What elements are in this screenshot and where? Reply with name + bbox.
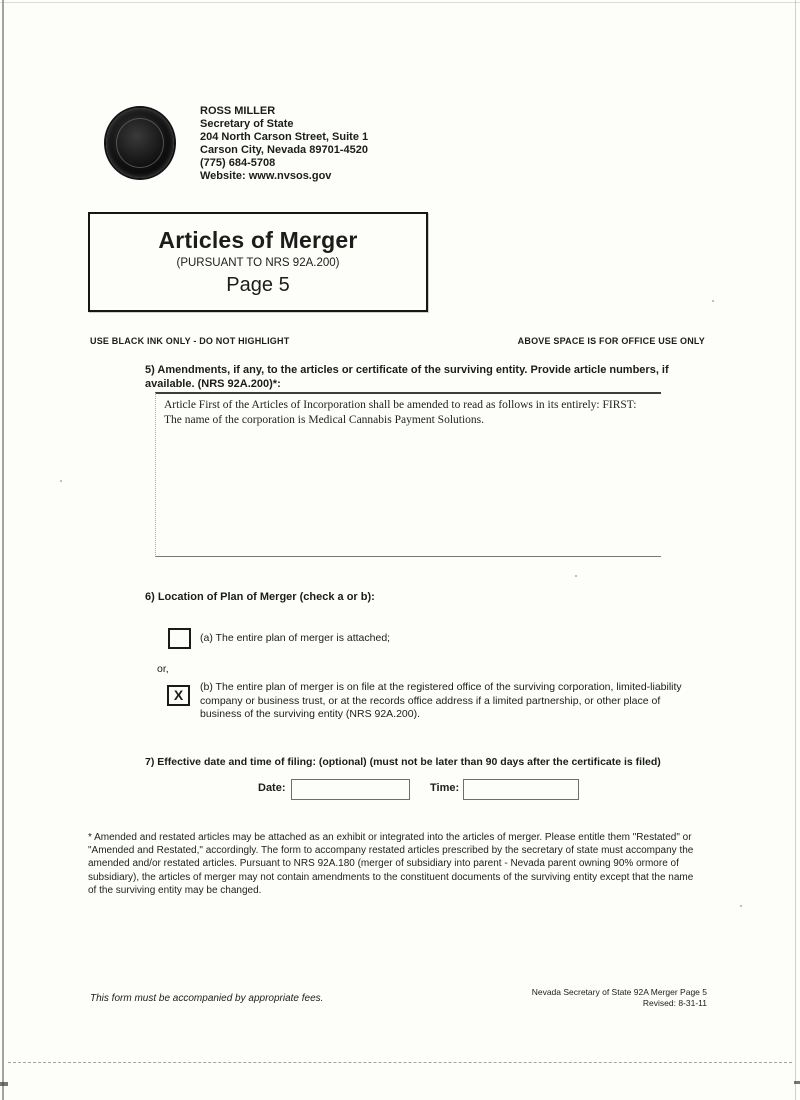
revision-date: Revised: 8-31-11: [642, 998, 707, 1008]
phone-number: (775) 684-5708: [200, 157, 276, 169]
official-title: Secretary of State: [200, 118, 294, 130]
letterhead: [200, 105, 368, 183]
page-number: Page 5: [226, 274, 290, 296]
website-label: Website:: [200, 170, 246, 182]
time-field[interactable]: [463, 779, 579, 800]
section7-heading: 7) Effective date and time of filing: (optional) (must not be later than 90 days after the certificate is filed): [145, 756, 661, 768]
scan-edge-top: [0, 2, 800, 3]
scan-speckle: [712, 300, 714, 302]
amendments-answer-text: Article First of the Articles of Incorporation shall be amended to read as follows in its entirely: FIRST: The name of the corporation is Medical Cannabis Payment Solutions.: [164, 399, 637, 426]
or-label: or,: [157, 663, 169, 675]
fees-notice: This form must be accompanied by appropriate fees.: [90, 993, 324, 1004]
footnote: * Amended and restated articles may be attached as an exhibit or integrated into the articles of merger. Please entitle them "Restated" or "Amended and Restated," accordingly. The form to accompany restated articles prescribed by the secretary of state must accompany the amended and/or restated articles. Pursuant to NRS 92A.180 (merger of subsidiary into parent - Nevada parent owning 90% ormore of subsidiary), the articles of merger may not contain amendments to the constituent documents of the surviving entity except that the name of the surviving entity may be changed.: [88, 832, 694, 896]
scan-corner-mark: [794, 1081, 800, 1084]
address-line-2: Carson City, Nevada 89701-4520: [200, 144, 368, 156]
form-title-box: [88, 212, 428, 312]
scan-edge-left: [2, 0, 4, 1100]
official-name: ROSS MILLER: [200, 105, 276, 117]
form-id-block: [532, 987, 707, 1009]
form-id-line: Nevada Secretary of State 92A Merger Page 5: [531, 987, 707, 997]
scan-edge-right: [795, 0, 796, 1100]
scan-speckle: [60, 480, 62, 482]
address-line-1: 204 North Carson Street, Suite 1: [200, 131, 369, 143]
office-use-instruction: ABOVE SPACE IS FOR OFFICE USE ONLY: [517, 336, 705, 346]
nevada-state-seal: [106, 108, 174, 178]
option-b-label: (b) The entire plan of merger is on file at the registered office of the surviving corporation, limited-liability company or business trust, or at the records office address if a limited partnership, or other place of business of the surviving entity (NRS 92A.200).: [200, 681, 682, 720]
checkbox-plan-on-file[interactable]: [167, 685, 190, 706]
amendments-answer-area[interactable]: [155, 392, 661, 557]
checkbox-plan-attached[interactable]: [168, 628, 191, 649]
website-url: www.nvsos.gov: [248, 170, 332, 182]
form-title: Articles of Merger: [158, 227, 358, 253]
scan-speckle: [740, 905, 742, 907]
date-label: Date:: [258, 782, 286, 794]
website-line: [200, 170, 368, 183]
section6-heading: 6) Location of Plan of Merger (check a or b):: [145, 591, 375, 603]
seal-inner-ring: [116, 118, 164, 168]
scan-dashed-line: [8, 1062, 792, 1063]
section5-heading: 5) Amendments, if any, to the articles or certificate of the surviving entity. Provide article numbers, if available. (NRS 92A.200)*:: [145, 364, 669, 390]
time-label: Time:: [430, 782, 460, 794]
date-field[interactable]: [291, 779, 410, 800]
option-a-label: (a) The entire plan of merger is attached;: [200, 632, 391, 644]
checkbox-b-mark: X: [173, 686, 184, 703]
ink-instruction: USE BLACK INK ONLY - DO NOT HIGHLIGHT: [90, 336, 290, 346]
form-subtitle: (PURSUANT TO NRS 92A.200): [176, 257, 340, 269]
scan-speckle: [575, 575, 577, 577]
scan-corner-mark: [0, 1082, 8, 1086]
